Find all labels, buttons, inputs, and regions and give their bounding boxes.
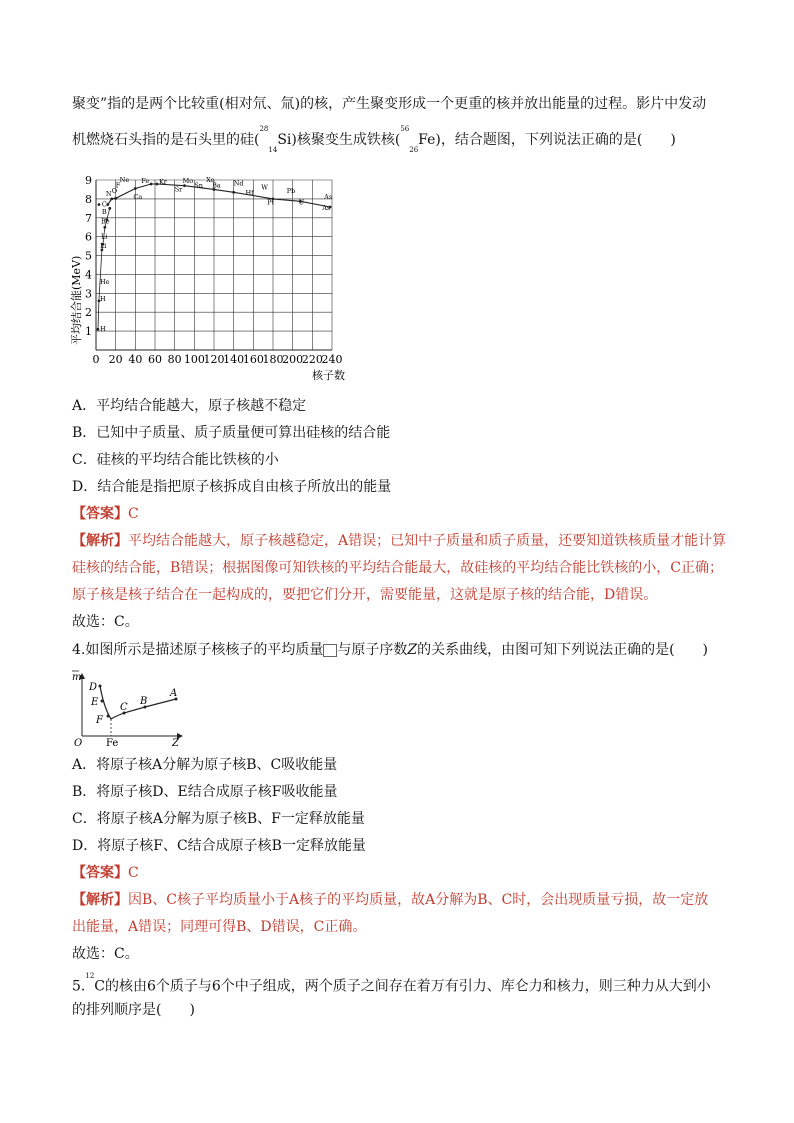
q5-stem-line2: 的排列顺序是( ) — [72, 1002, 195, 1018]
q3-analysis-1: 【解析】平均结合能越大，原子核越稳定，A错误；已知中子质量和质子质量，还要知道铁核质量才能计算 — [72, 533, 727, 549]
q3-answer: 【答案】C — [72, 506, 139, 522]
fig-fe-label: Fe — [106, 738, 119, 749]
fig-x-axis-label: Z — [172, 738, 179, 749]
element-annotation: Mo — [182, 176, 194, 185]
q4-option-c: C．将原子核A分解为原子核B、F一定释放能量 — [72, 811, 365, 827]
x-tick-label: 220 — [301, 353, 323, 366]
q3-option-b: B．已知中子质量、质子质量便可算出硅核的结合能 — [72, 425, 391, 441]
data-point — [156, 183, 159, 186]
x-tick-label: 180 — [262, 353, 284, 366]
y-tick-label: 3 — [85, 287, 92, 301]
data-point — [232, 191, 235, 194]
q3-option-d: D．结合能是指把原子核拆成自由核子所放出的能量 — [72, 479, 392, 495]
q4-option-a: A．将原子核A分解为原子核B、C吸收能量 — [72, 757, 338, 773]
element-annotation: Kr — [158, 177, 167, 186]
fig-point-d — [99, 685, 102, 688]
y-tick-label: 5 — [85, 249, 92, 263]
element-annotation: As — [324, 192, 333, 201]
element-annotation: Pt — [267, 198, 275, 207]
data-point — [97, 328, 100, 331]
q3-stem-line2: 机燃烧石头指的是石头里的硅($^{28}_{14}$Si)核聚变生成铁核($^{56}_{26}$Fe)，结合题图，下列说法正确的是( ) — [72, 125, 676, 154]
element-annotation: Sn — [194, 181, 204, 190]
element-annotation: Nd — [233, 179, 244, 188]
data-point — [150, 183, 153, 186]
element-annotation: Pb — [286, 187, 296, 196]
q4-answer: 【答案】C — [72, 865, 139, 881]
q4-analysis-1: 【解析】因B、C核子平均质量小于A核子的平均质量，故A分解为B、C时，会出现质量亏损，故一定放 — [72, 892, 709, 908]
y-tick-label: 4 — [85, 268, 92, 282]
q3-analysis-2: 硅核的结合能，B错误；根据图像可知铁核的平均结合能最大，故硅核的平均结合能比铁核的小，C正确； — [72, 560, 723, 576]
q3-stem-line1: 聚变”指的是两个比较重(相对氘、氚)的核，产生聚变形成一个更重的核并放出能量的过程。影片中发动 — [72, 96, 707, 112]
q3-option-c: C．硅核的平均结合能比铁核的小 — [72, 452, 279, 468]
x-tick-label: 200 — [282, 353, 304, 366]
element-annotation: N — [105, 190, 112, 199]
element-annotation: Be — [100, 217, 110, 226]
element-annotation: Hf — [245, 189, 254, 198]
data-point — [134, 187, 137, 190]
chart-ylabel: 平均结合能(MeV) — [70, 255, 83, 345]
x-tick-label: 120 — [203, 353, 225, 366]
q3-analysis-3: 原子核是核子结合在一起构成的，要把它们分开，需要能量，这就是原子核的结合能，D错误。 — [72, 587, 658, 603]
chart-xlabel: 核子数 — [312, 369, 345, 382]
element-annotation: He — [99, 277, 110, 286]
element-annotation: Li — [100, 232, 108, 241]
element-annotation: Xe — [206, 175, 215, 184]
x-tick-label: 100 — [183, 353, 205, 366]
element-annotation: W — [261, 183, 268, 192]
x-tick-label: 40 — [128, 353, 143, 366]
element-annotation: B — [101, 208, 107, 216]
element-annotation: Fe — [141, 176, 150, 185]
x-tick-label: 60 — [148, 353, 162, 366]
element-annotation: Ba — [212, 181, 221, 190]
q3-choose: 故选：C。 — [72, 614, 139, 630]
q4-option-b: B．将原子核D、E结合成原子核F吸收能量 — [72, 784, 338, 800]
q4-analysis-2: 出能量，A错误；同理可得B、D错误，C正确。 — [72, 919, 367, 935]
fig-point-f — [107, 715, 110, 718]
q4-stem: 4.如图所示是描述原子核核子的平均质量 与原子序数Z的关系曲线，由图可知下列说法正确的是( ) — [72, 642, 709, 658]
element-annotation: Ne — [119, 175, 130, 184]
fig-label-f: F — [96, 715, 103, 726]
fig-label-e: E — [91, 697, 99, 708]
fig-label-d: D — [89, 682, 98, 693]
x-tick-label: 140 — [223, 353, 245, 366]
y-tick-label: 7 — [85, 211, 92, 225]
y-tick-label: 1 — [85, 325, 92, 339]
element-annotation: F — [115, 181, 121, 190]
fig-origin: O — [74, 738, 83, 749]
fig-label-c: C — [120, 702, 128, 713]
element-annotation: O — [111, 187, 118, 196]
element-annotation: U — [298, 198, 305, 207]
q5-stem-line1: 5.12C的核由6个质子与6个中子组成，两个质子之间存在着万有引力、库仑力和核力，则三种力从大到小 — [72, 972, 711, 995]
data-point — [103, 226, 106, 229]
x-tick-label: 0 — [92, 353, 100, 366]
q4-choose: 故选：C。 — [72, 946, 139, 962]
mass-curve-figure — [70, 668, 190, 750]
y-tick-label: 9 — [85, 174, 92, 187]
data-point — [114, 197, 117, 200]
element-annotation: H — [99, 325, 106, 334]
x-tick-label: 160 — [242, 353, 264, 366]
fig-y-axis-label: m — [72, 672, 82, 683]
data-point — [108, 207, 111, 210]
fig-label-a: A — [170, 688, 178, 699]
fig-label-b: B — [140, 696, 148, 707]
data-point — [98, 203, 101, 206]
element-annotation: As — [322, 204, 331, 213]
x-tick-label: 80 — [167, 353, 182, 366]
element-annotation: C — [101, 200, 107, 209]
element-annotation: H — [99, 294, 106, 303]
binding-energy-chart — [70, 165, 370, 385]
q3-option-a: A．平均结合能越大，原子核越不稳定 — [72, 398, 307, 414]
element-annotation: Sr — [174, 185, 183, 194]
element-annotation: Li — [99, 242, 107, 250]
x-tick-label: 240 — [321, 353, 343, 366]
q4-option-d: D．将原子核F、C结合成原子核B一定释放能量 — [72, 838, 366, 854]
fig-point-e — [101, 700, 104, 703]
element-annotation: Ca — [133, 192, 143, 201]
y-tick-label: 2 — [85, 306, 92, 320]
y-tick-label: 6 — [85, 230, 92, 244]
x-tick-label: 20 — [108, 353, 123, 366]
y-tick-label: 8 — [85, 192, 92, 206]
